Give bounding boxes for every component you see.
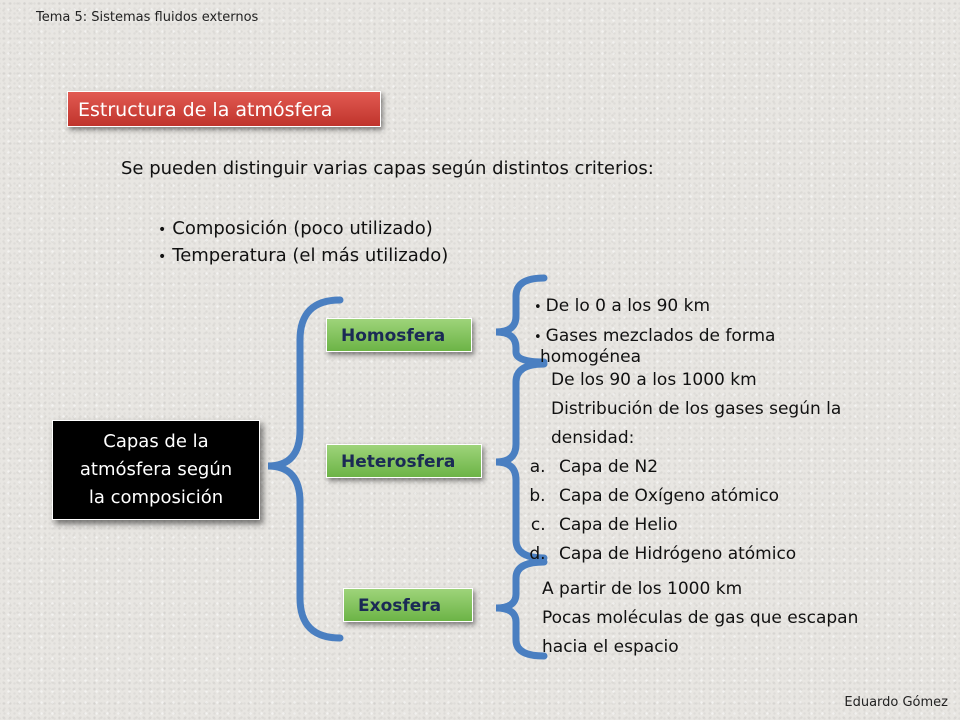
criteria-list [158, 216, 448, 270]
homosfera-bullet: • De lo 0 a los 90 km [534, 292, 775, 322]
root-line: la composición [88, 487, 224, 508]
criteria-item: • Composición (poco utilizado) [158, 216, 448, 243]
sublayer-item: c. Capa de Helio [551, 511, 841, 540]
sublayer-item: a. Capa de N2 [551, 453, 841, 482]
exosfera-brace [496, 562, 544, 656]
heterosfera-line: Distribución de los gases según la [551, 399, 842, 419]
exosfera-line: hacia el espacio [542, 637, 679, 657]
homosfera-bullet: • Gases mezclados de forma [534, 322, 775, 352]
root-line: Capas de la [103, 431, 209, 452]
root-box [52, 420, 260, 520]
sublayer-item: d. Capa de Hidrógeno atómico [551, 540, 841, 569]
exosfera-box: Exosfera [343, 588, 473, 622]
criteria-item: • Temperatura (el más utilizado) [158, 243, 448, 270]
homosfera-bullet-cont: homogénea [540, 347, 642, 367]
exosfera-desc [542, 575, 858, 662]
heterosfera-line: densidad: [551, 428, 635, 448]
exosfera-line: A partir de los 1000 km [542, 579, 743, 599]
section-title: Estructura de la atmósfera [67, 91, 381, 127]
heterosfera-desc [551, 366, 841, 569]
sublayer-list [515, 453, 841, 569]
homosfera-desc [534, 292, 775, 372]
exosfera-line: Pocas moléculas de gas que escapan [542, 608, 859, 628]
root-line: atmósfera según [79, 459, 233, 480]
intro-text: Se pueden distinguir varias capas según distintos criterios: [121, 158, 654, 179]
heterosfera-box: Heterosfera [326, 444, 482, 478]
homosfera-box: Homosfera [326, 318, 472, 352]
heterosfera-line: De los 90 a los 1000 km [551, 370, 757, 390]
sublayer-item: b. Capa de Oxígeno atómico [551, 482, 841, 511]
author-footer: Eduardo Gómez [844, 695, 948, 710]
course-header: Tema 5: Sistemas fluidos externos [36, 10, 259, 25]
